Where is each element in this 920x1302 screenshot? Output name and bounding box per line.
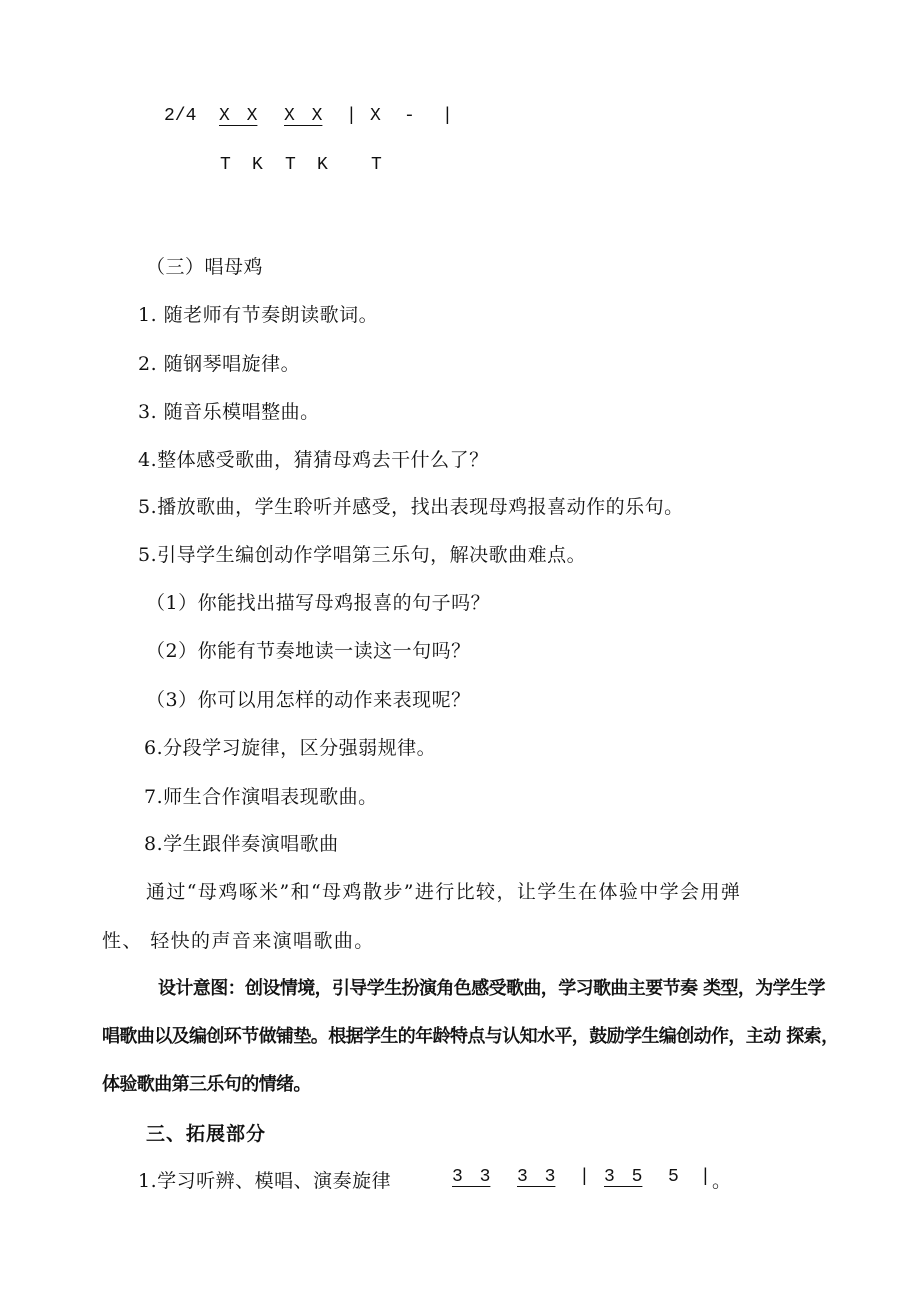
- rhythm-dash: -: [404, 106, 415, 126]
- rhythm-notes-group-1: X X: [219, 106, 258, 126]
- list-item: 6.分段学习旋律，区分强弱规律。: [144, 737, 437, 759]
- melody-group-2: 3 3: [517, 1167, 556, 1187]
- list-item: 7.师生合作演唱表现歌曲。: [144, 786, 378, 808]
- rhythm-long-note: X: [370, 106, 381, 126]
- question-item: （3）你可以用怎样的动作来表现呢？: [146, 689, 471, 711]
- list-item: 5.播放歌曲，学生聆听并感受，找出表现母鸡报喜动作的乐句。: [138, 496, 684, 518]
- list-item: 4.整体感受歌曲，猜猜母鸡去干什么了？: [138, 449, 489, 471]
- rhythm-syllable: K: [252, 155, 263, 175]
- list-item: 8.学生跟伴奏演唱歌曲: [144, 833, 339, 855]
- list-item: 3. 随音乐模唱整曲。: [138, 401, 320, 423]
- design-intent-line: 设计意图：创设情境，引导学生扮演角色感受歌曲，学习歌曲主要节奏 类型，为学生学: [158, 978, 825, 999]
- rhythm-syllable: K: [317, 155, 328, 175]
- rhythm-syllable: T: [371, 155, 382, 175]
- rhythm-syllable: T: [220, 155, 231, 175]
- melody-note: 5: [668, 1167, 679, 1187]
- extension-item-label: 1.学习听辨、模唱、演奏旋律: [138, 1170, 392, 1192]
- question-item: （2）你能有节奏地读一读这一句吗？: [146, 640, 471, 662]
- paragraph-line: 通过“母鸡啄米”和“母鸡散步”进行比较，让学生在体验中学会用弹: [146, 881, 742, 903]
- question-item: （1）你能找出描写母鸡报喜的句子吗？: [146, 592, 491, 614]
- melody-end-mark: 。: [712, 1170, 732, 1192]
- list-item: 1. 随老师有节奏朗读歌词。: [138, 304, 379, 326]
- melody-group-1: 3 3: [452, 1167, 491, 1187]
- extension-heading: 三、拓展部分: [146, 1123, 267, 1145]
- section-heading: （三）唱母鸡: [146, 256, 264, 278]
- melody-end-bar: |: [700, 1167, 711, 1187]
- melody-group-3: 3 5: [604, 1167, 643, 1187]
- melody-bar-line: |: [579, 1167, 590, 1187]
- list-item: 2. 随钢琴唱旋律。: [138, 353, 301, 375]
- rhythm-syllable: T: [285, 155, 296, 175]
- rhythm-bar-line: |: [346, 106, 357, 126]
- rhythm-end-bar: |: [442, 106, 453, 126]
- list-item: 5.引导学生编创动作学唱第三乐句，解决歌曲难点。: [138, 544, 587, 566]
- paragraph-line: 性、 轻快的声音来演唱歌曲。: [102, 930, 375, 952]
- rhythm-notes-group-2: X X: [284, 106, 323, 126]
- design-intent-line: 体验歌曲第三乐句的情绪。: [102, 1074, 311, 1095]
- design-intent-line: 唱歌曲以及编创环节做铺垫。根据学生的年龄特点与认知水平，鼓励学生编创动作，主动 探索，: [102, 1026, 839, 1047]
- time-signature: 2/4: [164, 106, 197, 126]
